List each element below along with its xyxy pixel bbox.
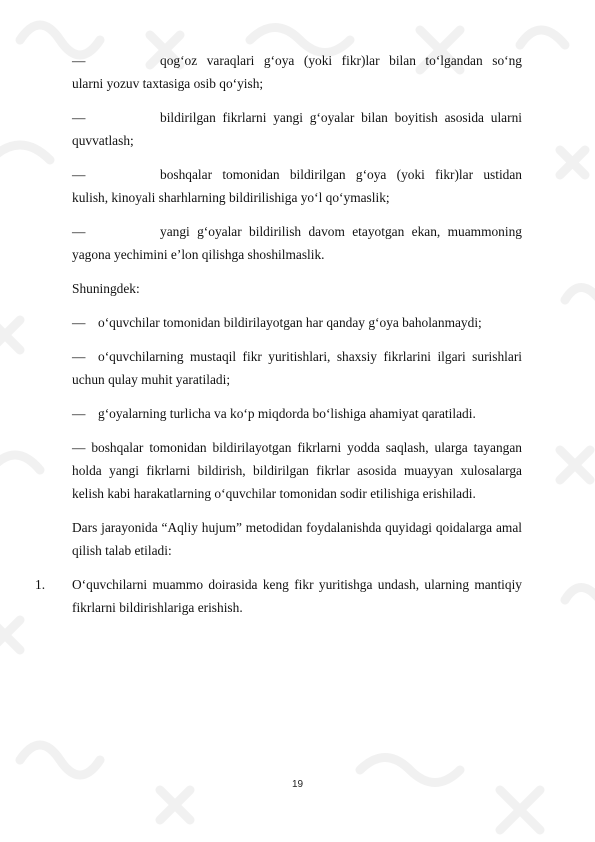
bullet-item [72,106,522,152]
bullet-dash: — [72,224,86,239]
bullet-continuation: yagona yechimini e’lon qilishga shoshilmaslik. [72,247,325,262]
paragraph-dars: Dars jarayonida “Aqliy hujum” metodidan foydalanishda quyidagi qoidalarga amal qilish talab etiladi: [72,520,522,558]
bullet-item [72,402,522,425]
bullet-first-line: o‘quvchilar tomonidan bildirilayotgan har qanday g‘oya baholanmaydi; [98,315,482,330]
list-item-text: O‘quvchilarni muammo doirasida keng fikr yuritishga undash, ularning mantiqiy fikrlarni bildirishlariga erishish. [72,577,522,615]
bullet-first-line: boshqalar tomonidan bildirilgan g‘oya (yoki fikr)lar ustidan [160,167,522,182]
bullet-item [72,311,522,334]
bullet-dash: — [72,110,86,125]
numbered-list-item [35,573,522,619]
bullet-continuation: kulish, kinoyali sharhlarning bildirilishiga yo‘l qo‘ymaslik; [72,190,390,205]
bullet-continuation: ularni yozuv taxtasiga osib qo‘yish; [72,76,264,91]
bullet-item [72,49,522,95]
bullet-dash: — [72,406,86,421]
bullet-continuation: uchun qulay muhit yaratiladi; [72,372,231,387]
bullet-item [72,345,522,391]
bullet-continuation: quvvatlash; [72,133,134,148]
bullet-first-line: g‘oyalarning turlicha va ko‘p miqdorda bo‘lishiga ahamiyat qaratiladi. [98,406,476,421]
bullet-item [72,163,522,209]
bullet-first-line: bildirilgan fikrlarni yangi g‘oyalar bilan boyitish asosida ularni [160,110,522,125]
document-body [35,49,522,630]
bullet-dash: — [72,53,86,68]
bullet-item [72,220,522,266]
paragraph-boshqalar: — boshqalar tomonidan bildirilayotgan fikrlarni yodda saqlash, ularga tayangan holda yangi fikrlarni bildirish, bildirilgan fikrlar asosida muayyan xulosalarga kelish kabi harakatlarning o‘quvchilar tomonidan sodir etilishiga erishiladi. [72,440,522,501]
bullet-dash: — [72,167,86,182]
list-number: 1. [35,577,46,592]
bullet-dash: — [72,349,86,364]
bullet-first-line: yangi g‘oyalar bildirilish davom etayotgan ekan, muammoning [160,224,522,239]
bullet-dash: — [72,315,86,330]
shuningdek-label: Shuningdek: [72,281,140,296]
bullet-first-line: qog‘oz varaqlari g‘oya (yoki fikr)lar bilan to‘lgandan so‘ng [160,53,522,68]
page-number: 19 [291,779,304,790]
bullet-first-line: o‘quvchilarning mustaqil fikr yuritishlari, shaxsiy fikrlarini ilgari surishlari [98,349,522,364]
